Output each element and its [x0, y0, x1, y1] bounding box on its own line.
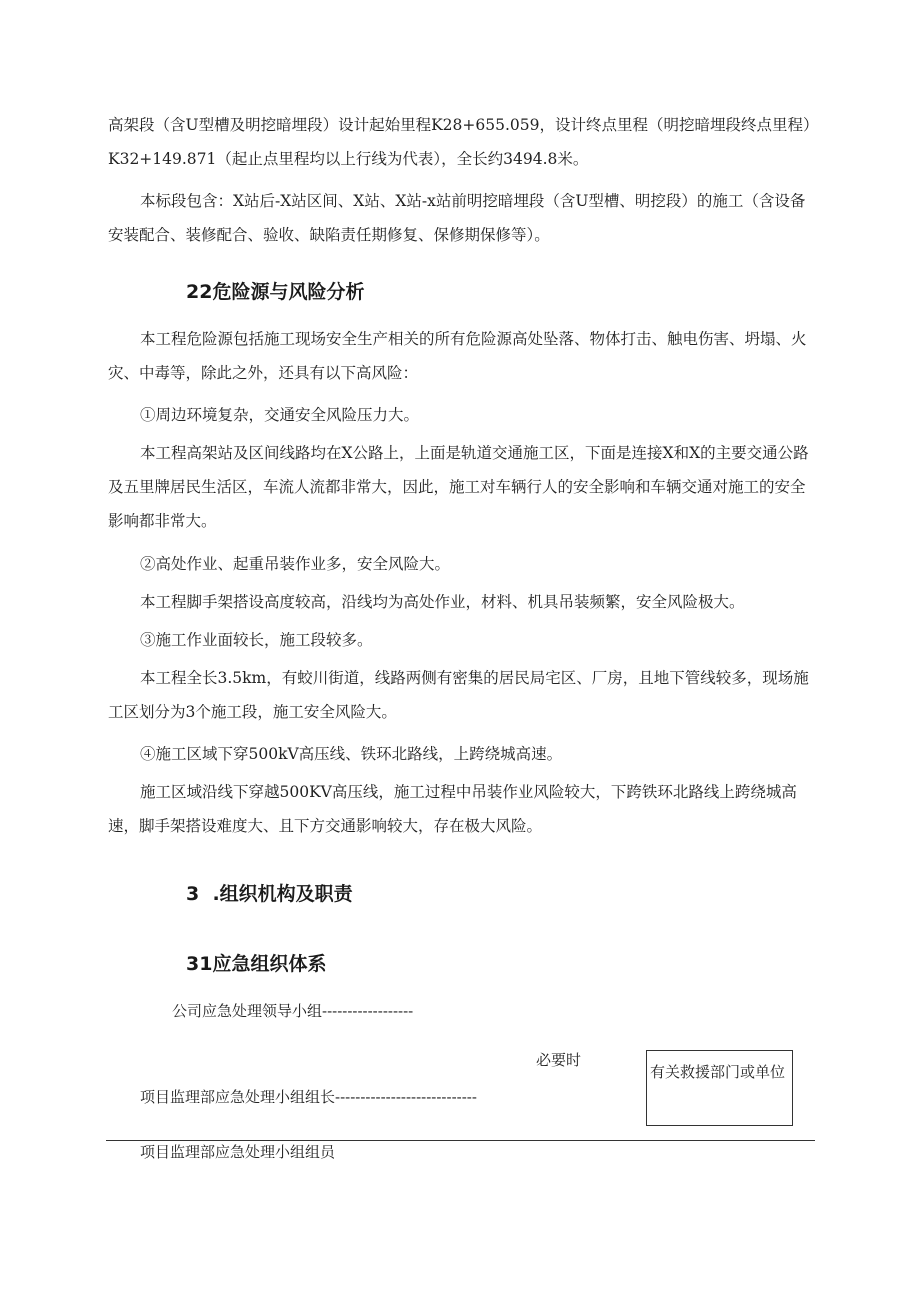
- risk-item-1-text: 本工程高架站及区间线路均在X公路上，上面是轨道交通施工区，下面是连接X和X的主要交通公路及五里牌居民生活区，车流人流都非常大，因此，施工对车辆行人的安全影响和车辆交通对施工的安全影响都非常大。: [108, 444, 809, 530]
- intro-paragraph-1: 高架段（含U型槽及明挖暗埋段）设计起始里程K28+655.059，设计终点里程（明挖暗埋段终点里程）K32+149.871（起止点里程均以上行线为代表），全长约3494.8米。: [108, 116, 811, 168]
- risk-item-4-text: 施工区域沿线下穿越500KV高压线，施工过程中吊装作业风险较大，下跨铁环北路线上跨绕城高速，脚手架搭设难度大、且下方交通影响较大，存在极大风险。: [108, 783, 797, 835]
- org-line-team-leader: 项目监理部应急处理小组组长----------------------------: [140, 1088, 477, 1106]
- section-heading-3-1: 31应急组织体系: [186, 953, 327, 975]
- section-heading-3: 3 .组织机构及职责: [186, 883, 353, 905]
- risk-intro-paragraph: 本工程危险源包括施工现场安全生产相关的所有危险源高处坠落、物体打击、触电伤害、坍塌、火灾、中毒等，除此之外，还具有以下高风险：: [108, 330, 807, 382]
- risk-item-2-text: 本工程脚手架搭设高度较高，沿线均为高处作业，材料、机具吊装频繁，安全风险极大。: [140, 593, 745, 611]
- section-heading-2-2: 22危险源与风险分析: [186, 281, 365, 303]
- org-line-company-leadership: 公司应急处理领导小组------------------: [172, 1002, 414, 1020]
- risk-item-3-text: 本工程全长3.5km，有蛟川街道，线路两侧有密集的居民局宅区、厂房，且地下管线较多，现场施工区划分为3个施工段，施工安全风险大。: [108, 669, 809, 721]
- risk-item-3: ③施工作业面较长，施工段较多。: [140, 631, 373, 649]
- risk-item-2: ②高处作业、起重吊装作业多，安全风险大。: [140, 555, 451, 573]
- intro-paragraph-2: 本标段包含：X站后-X站区间、X站、X站-x站前明挖暗埋段（含U型槽、明挖段）的施工（含设备安装配合、装修配合、验收、缺陷责任期修复、保修期保修等）。: [108, 192, 806, 244]
- risk-item-1: ①周边环境复杂，交通安全风险压力大。: [140, 406, 420, 424]
- org-line-team-members: 项目监理部应急处理小组组员: [140, 1143, 336, 1161]
- org-box-rescue-departments: 有关救援部门或单位: [646, 1050, 793, 1126]
- org-note-when-necessary: 必要时: [536, 1051, 582, 1069]
- risk-item-4: ④施工区域下穿500kV高压线、铁环北路线，上跨绕城高速。: [140, 745, 563, 763]
